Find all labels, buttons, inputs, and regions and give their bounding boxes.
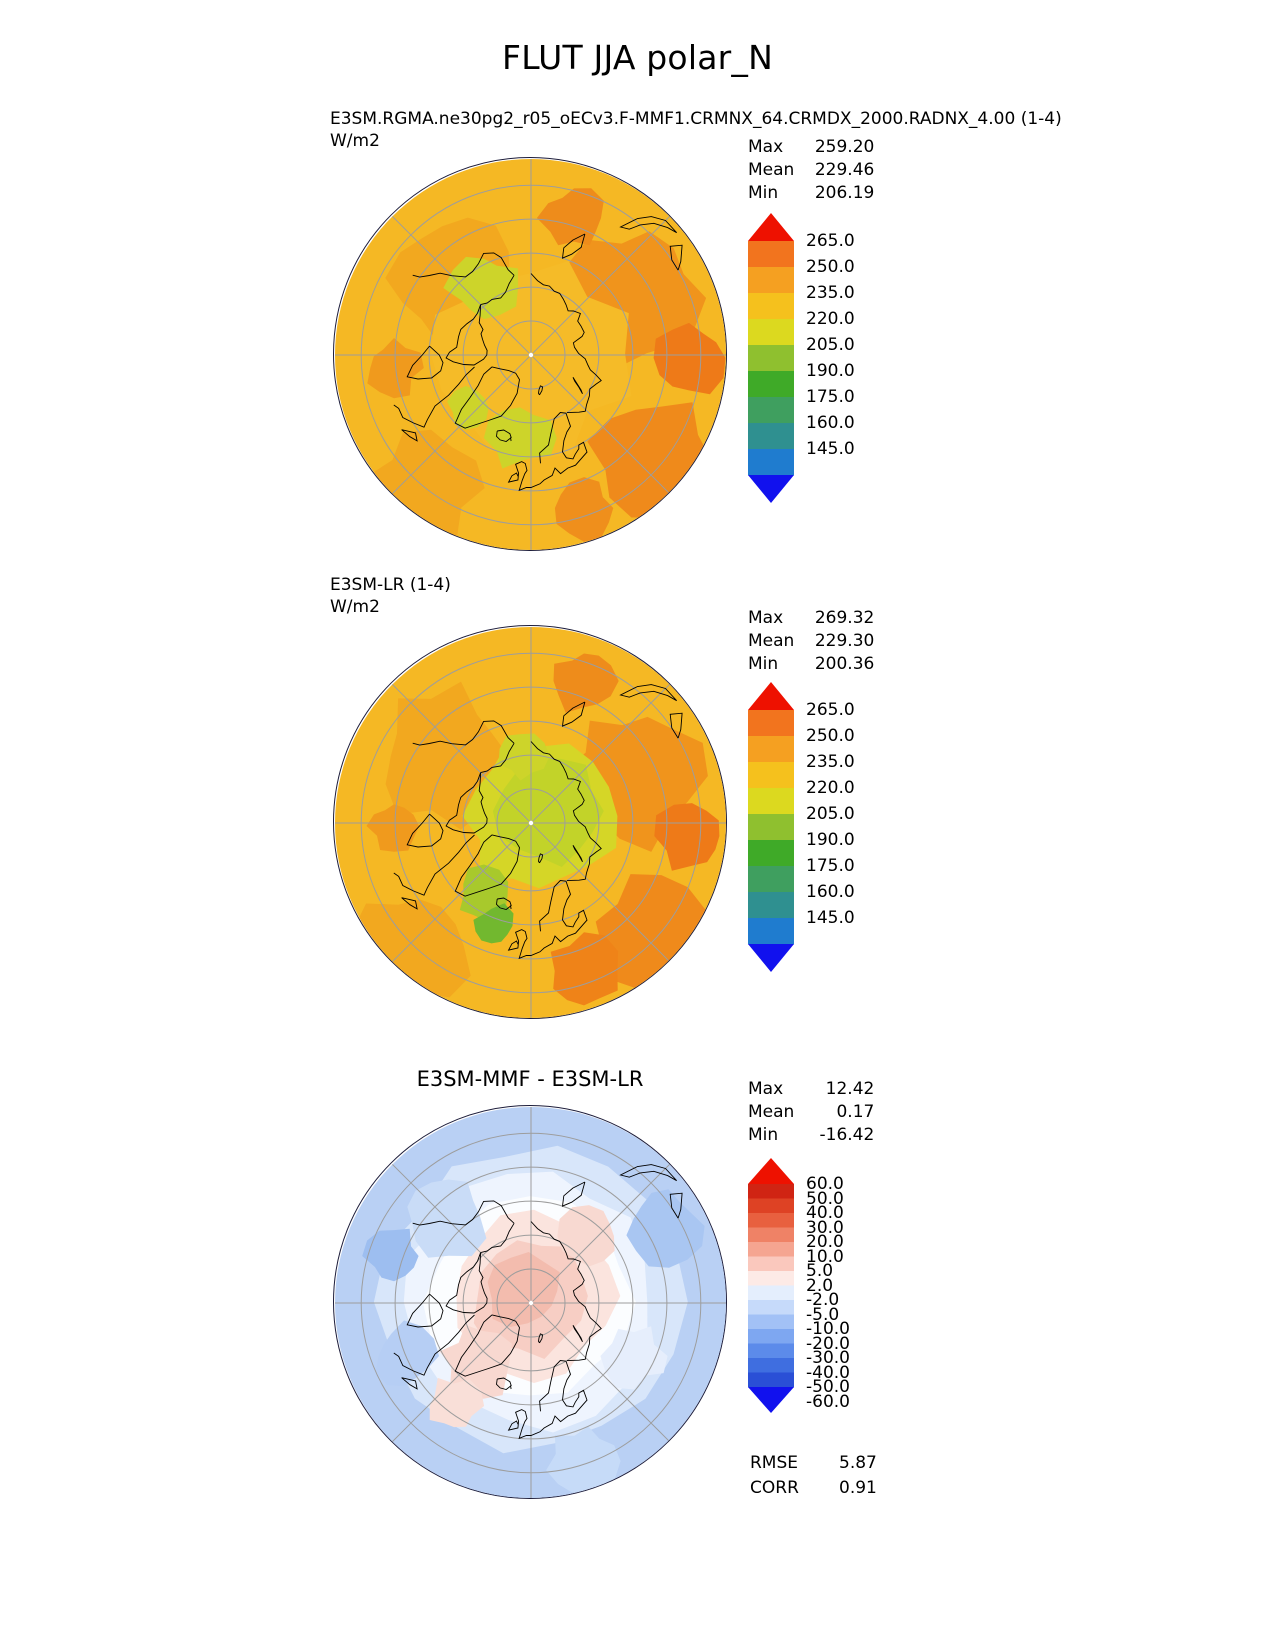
panel-3-header: E3SM-MMF - E3SM-LR: [416, 1067, 644, 1091]
polar-stereographic-globe: [333, 157, 727, 551]
colorbar-tick-label: 265.0: [806, 231, 855, 251]
stat-value: 12.42: [825, 1079, 875, 1099]
colorbar-tick-label: -20.0: [806, 1333, 850, 1354]
colorbar-tick-label: -60.0: [806, 1391, 850, 1412]
panel-2-map: [333, 625, 727, 1019]
stat-label: Min: [748, 1125, 779, 1145]
colorbar-tick-label: -5.0: [806, 1304, 840, 1325]
stat-label: Min: [748, 183, 779, 203]
colorbar-tick-label: 265.0: [806, 700, 855, 720]
colorbar-tick-label: 235.0: [806, 283, 855, 303]
colorbar-tick-label: 40.0: [806, 1203, 844, 1223]
stat-label: Mean: [748, 1102, 795, 1122]
figure-title: FLUT JJA polar_N: [502, 38, 773, 77]
colorbar-tick-label: 30.0: [806, 1217, 844, 1238]
panel-3-colorbar: [748, 1158, 918, 1438]
polar-stereographic-globe-difference: [333, 1105, 727, 1499]
panel-3-metrics: [748, 1450, 879, 1502]
colorbar-tick-label: 50.0: [806, 1188, 844, 1209]
colorbar-tick-label: 250.0: [806, 257, 855, 277]
colorbar-tick-label: 145.0: [806, 439, 855, 459]
panel-2-units: W/m2: [330, 597, 380, 617]
panel-1-header: E3SM.RGMA.ne30pg2_r05_oECv3.F-MMF1.CRMNX_64.CRMDX_2000.RADNX_4.00 (1-4): [330, 109, 1062, 129]
panel-2-stats: [748, 607, 874, 676]
colorbar-tick-label: 205.0: [806, 335, 855, 355]
colorbar-gradient: [748, 682, 794, 976]
panel-3-map: [333, 1105, 727, 1499]
colorbar-tick-label: 175.0: [806, 387, 855, 407]
colorbar-gradient: [748, 1158, 794, 1417]
colorbar-tick-label: 250.0: [806, 726, 855, 746]
metric-label: CORR: [750, 1478, 799, 1498]
stat-value: 206.19: [814, 183, 875, 203]
panel-2: [0, 550, 1275, 1050]
colorbar-tick-label: 175.0: [806, 856, 855, 876]
colorbar-tick-label: -10.0: [806, 1319, 850, 1339]
polar-stereographic-globe: [333, 625, 727, 1019]
map-svg: [334, 626, 727, 1019]
panel-1-colorbar: [748, 213, 918, 498]
metric-value: 0.91: [839, 1478, 877, 1498]
colorbar-tick-label: -40.0: [806, 1362, 850, 1383]
colorbar-svg: [748, 213, 794, 503]
colorbar-tick-label: 160.0: [806, 882, 855, 902]
panel-3: [0, 1050, 1275, 1650]
stat-label: Mean: [748, 160, 795, 180]
colorbar-tick-label: 145.0: [806, 908, 855, 928]
colorbar-tick-label: -50.0: [806, 1377, 850, 1397]
stat-value: 200.36: [814, 654, 875, 674]
colorbar-tick-label: -30.0: [806, 1348, 850, 1368]
panel-1-map: [333, 157, 727, 551]
map-svg: [334, 158, 727, 551]
colorbar-tick-label: 220.0: [806, 778, 855, 798]
colorbar-gradient: [748, 213, 794, 507]
metric-label: RMSE: [750, 1453, 799, 1473]
map-svg: [334, 1106, 727, 1499]
panel-1-stats: [748, 136, 874, 205]
stat-label: Min: [748, 654, 779, 674]
colorbar-tick-label: 190.0: [806, 830, 855, 850]
colorbar-tick-label: -2.0: [806, 1290, 840, 1310]
colorbar-tick-label: 160.0: [806, 413, 855, 433]
colorbar-tick-label: 235.0: [806, 752, 855, 772]
stat-label: Max: [748, 608, 784, 628]
stat-value: -16.42: [819, 1125, 875, 1145]
panel-1-units: W/m2: [330, 131, 380, 151]
stat-value: 259.20: [814, 137, 875, 157]
metric-value: 5.87: [839, 1453, 877, 1473]
stat-label: Max: [748, 1079, 784, 1099]
panel-1: [0, 0, 1275, 550]
colorbar-tick-label: 5.0: [806, 1261, 834, 1281]
panel-3-stats: [748, 1078, 874, 1147]
stat-label: Mean: [748, 631, 795, 651]
panel-2-header: E3SM-LR (1-4): [330, 575, 451, 595]
colorbar-tick-label: 2.0: [806, 1275, 834, 1296]
colorbar-tick-label: 20.0: [806, 1232, 844, 1252]
colorbar-tick-label: 10.0: [806, 1246, 844, 1267]
colorbar-tick-label: 205.0: [806, 804, 855, 824]
stat-value: 229.46: [814, 160, 875, 180]
colorbar-tick-label: 220.0: [806, 309, 855, 329]
colorbar-tick-label: 60.0: [806, 1174, 844, 1194]
colorbar-svg: [748, 682, 794, 972]
stat-value: 0.17: [836, 1102, 875, 1122]
stat-value: 229.30: [814, 631, 875, 651]
stat-value: 269.32: [814, 608, 875, 628]
colorbar-svg: [748, 1158, 794, 1413]
colorbar-tick-label: 190.0: [806, 361, 855, 381]
stat-label: Max: [748, 137, 784, 157]
panel-2-colorbar: [748, 682, 918, 967]
